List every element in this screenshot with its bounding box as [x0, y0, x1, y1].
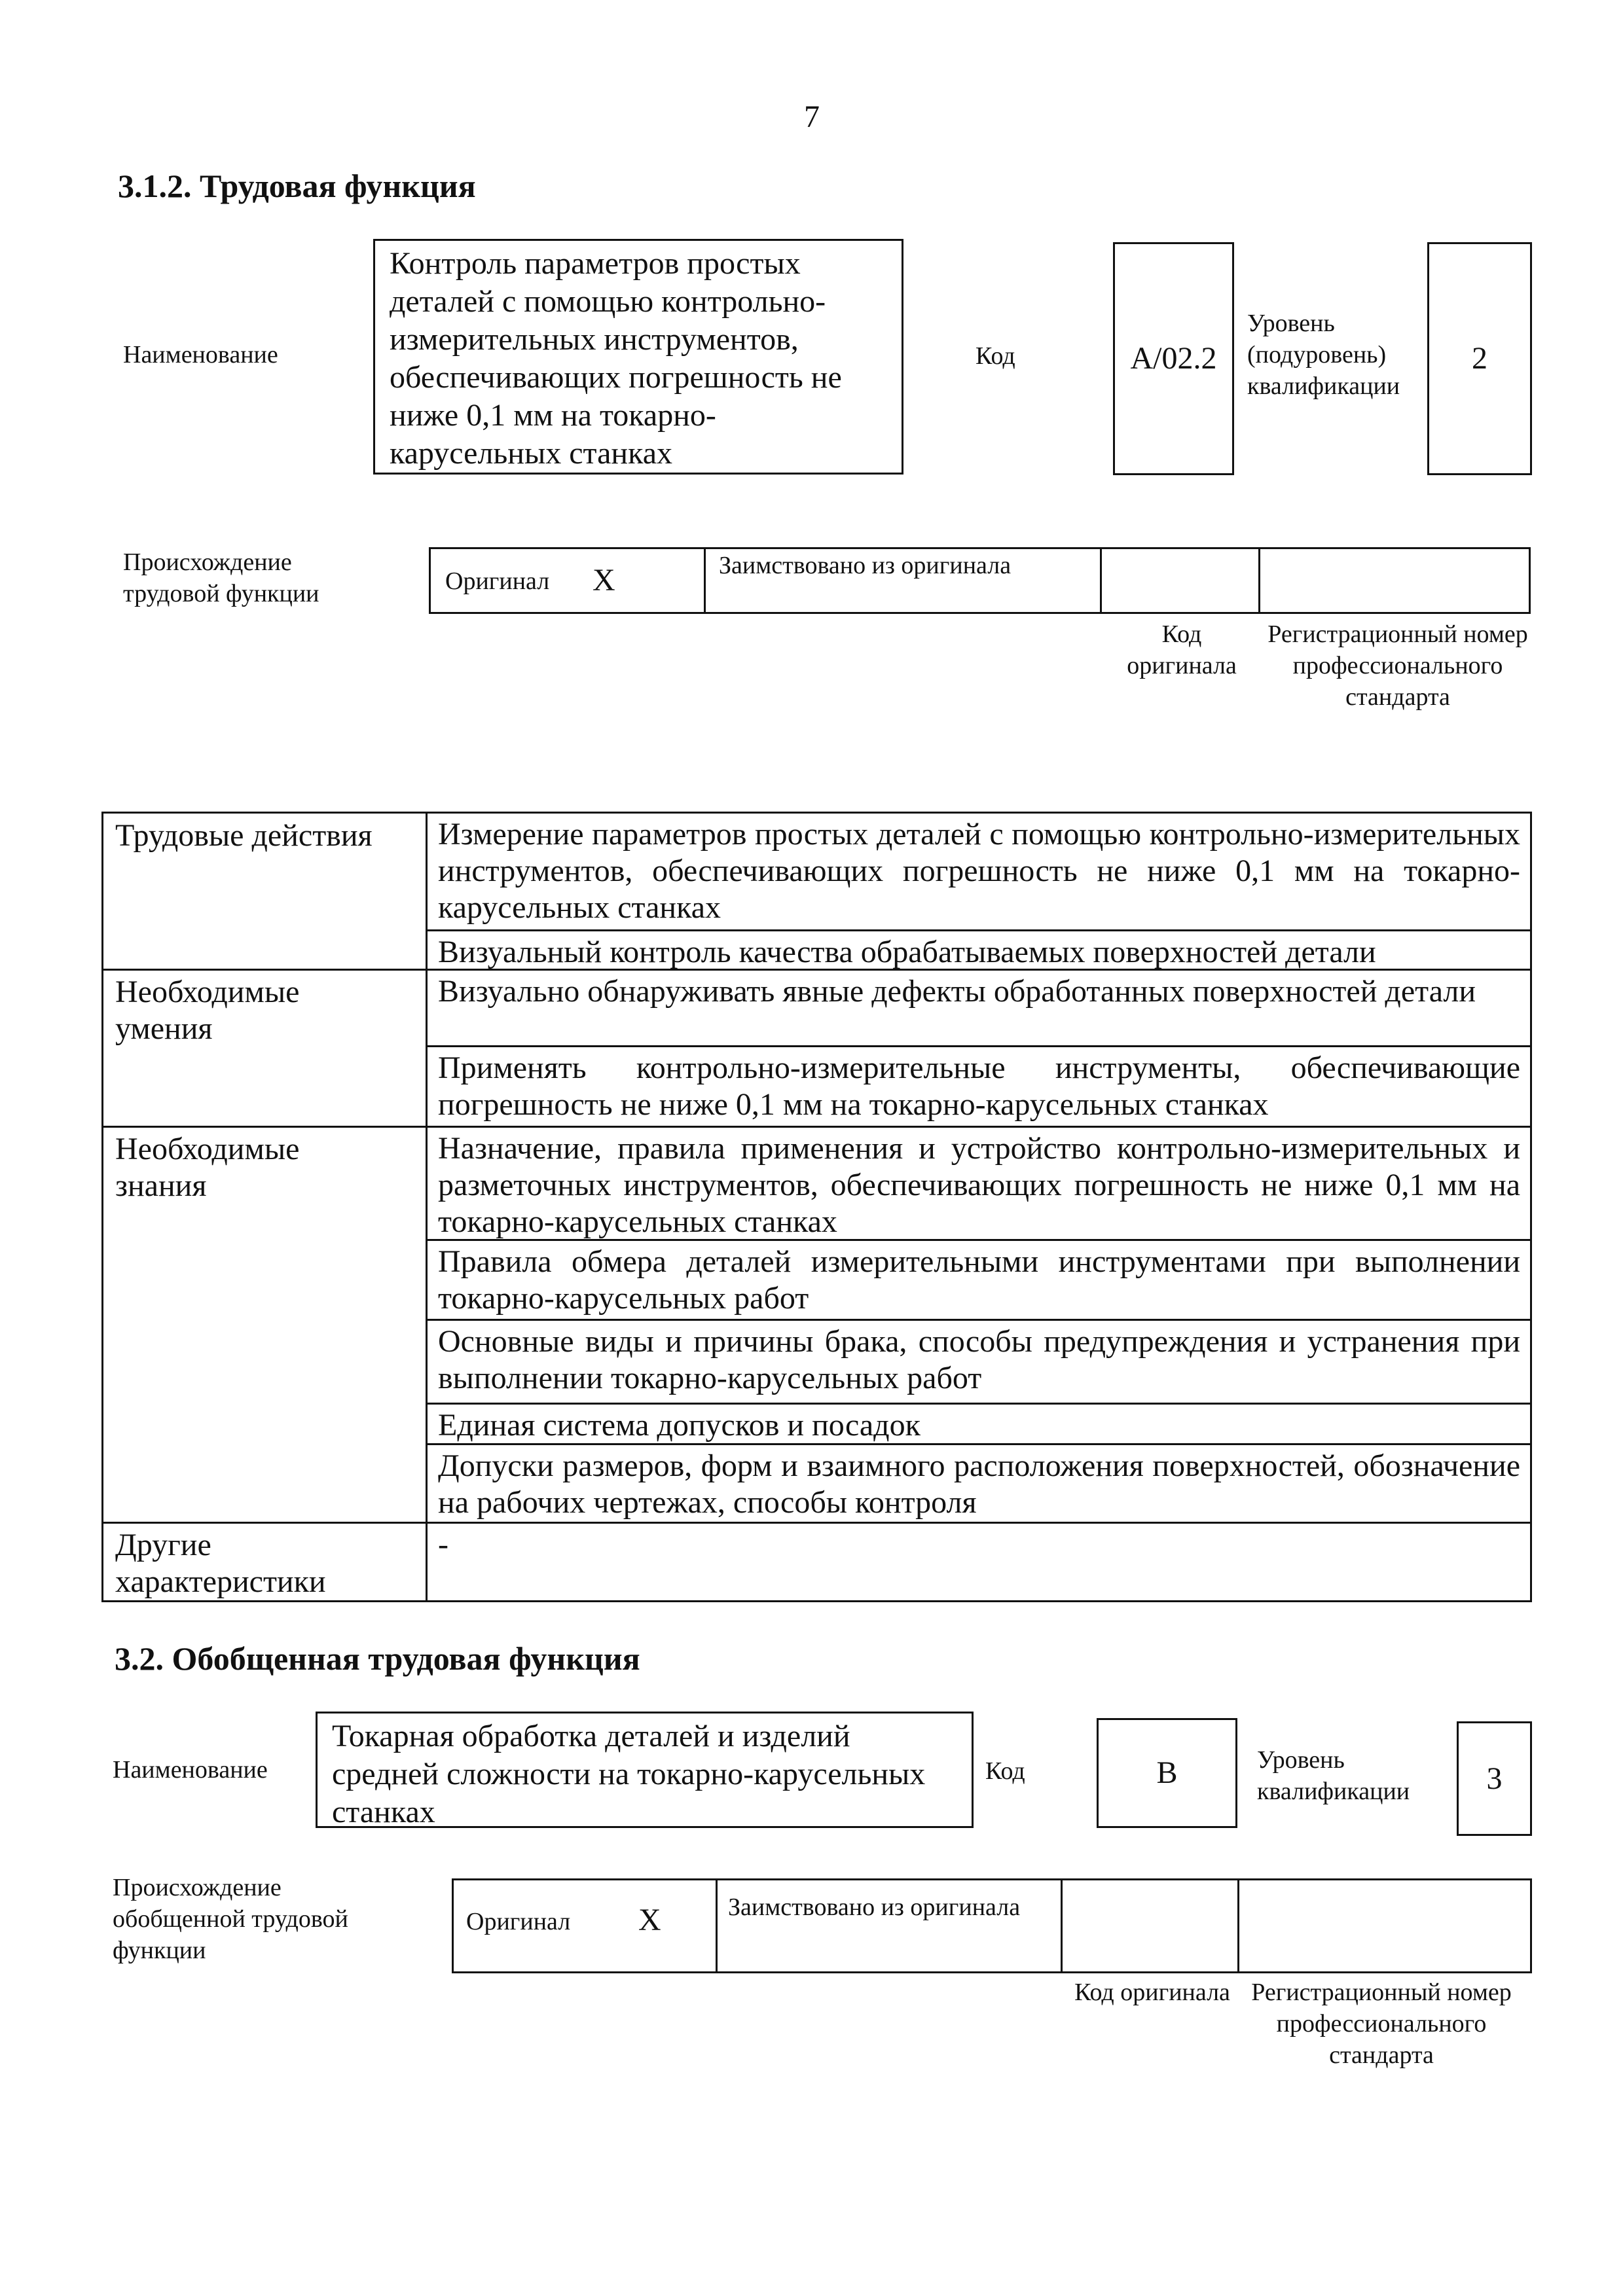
skills-label: Необходимые умения — [115, 975, 300, 1046]
name-label: Наименование — [113, 1756, 268, 1784]
knowledge-item: Основные виды и причины брака, способы предупреждения и устранения при выполнении токарно-карусельных работ — [438, 1324, 1520, 1395]
other-label: Другие характеристики — [115, 1528, 326, 1599]
labor-actions-label: Трудовые действия — [115, 818, 373, 853]
orig-code-caption: Код оригинала — [1127, 620, 1237, 679]
function-name-box — [373, 239, 903, 475]
skill-item: Визуально обнаруживать явные дефекты обработанных поверхностей детали — [438, 974, 1476, 1009]
original-mark: X — [638, 1903, 661, 1937]
generalized-function-name-box — [316, 1712, 974, 1828]
knowledge-item: Правила обмера деталей измерительными инструментами при выполнении токарно-карусельных работ — [438, 1244, 1520, 1316]
level-value: 2 — [1472, 341, 1487, 376]
knowledge-item: Допуски размеров, форм и взаимного расположения поверхностей, обозначение на рабочих чертежах, способы контроля — [438, 1448, 1520, 1520]
name-label: Наименование — [123, 341, 278, 368]
labor-action-item: Измерение параметров простых деталей с помощью контрольно-измерительных инструментов, обеспечивающих погрешность не ниже 0,1 мм на токарно-карусельных станках — [438, 817, 1520, 925]
level-label: Уровень (подуровень) квалификации — [1247, 310, 1400, 400]
code-value: А/02.2 — [1130, 341, 1217, 376]
origin-label: Происхождение обобщенной трудовой функции — [113, 1874, 348, 1964]
section-heading-3-2: 3.2. Обобщенная трудовая функция — [115, 1640, 640, 1677]
function-name-value: Контроль параметров простых деталей с помощью контрольно-измерительных инструментов, обеспечивающих погрешность не ниже 0,1 мм на токарно-карусельных станках — [390, 246, 842, 471]
other-value: - — [438, 1527, 448, 1562]
borrowed-label: Заимствовано из оригинала — [719, 552, 1012, 579]
page-number: 7 — [804, 99, 820, 134]
generalized-function-name-value: Токарная обработка деталей и изделий средней сложности на токарно-карусельных станках — [332, 1719, 926, 1829]
level-box — [1457, 1721, 1532, 1836]
original-label: Оригинал — [445, 567, 550, 595]
level-box — [1427, 242, 1532, 475]
code-label: Код — [976, 342, 1015, 370]
origin-label: Происхождение трудовой функции — [123, 548, 319, 607]
section-heading-3-1-2: 3.1.2. Трудовая функция — [118, 168, 476, 204]
skill-item: Применять контрольно-измерительные инструменты, обеспечивающие погрешность не ниже 0,1 мм на токарно-карусельных станках — [438, 1050, 1520, 1122]
level-value: 3 — [1486, 1761, 1503, 1796]
labor-action-item: Визуальный контроль качества обрабатываемых поверхностей детали — [438, 935, 1376, 969]
reg-number-caption: Регистрационный номер профессионального стандарта — [1267, 620, 1528, 711]
knowledge-item: Единая система допусков и посадок — [438, 1408, 921, 1443]
code-box — [1097, 1718, 1237, 1828]
orig-code-caption: Код оригинала — [1074, 1979, 1230, 2006]
knowledge-label: Необходимые знания — [115, 1132, 300, 1203]
knowledge-item: Назначение, правила применения и устройство контрольно-измерительных и разметочных инструментов, обеспечивающих погрешность не ниже 0,1 мм на токарно-карусельных станках — [438, 1131, 1520, 1239]
original-label: Оригинал — [466, 1908, 571, 1935]
reg-number-caption: Регистрационный номер профессионального стандарта — [1251, 1979, 1512, 2069]
borrowed-label: Заимствовано из оригинала — [728, 1893, 1021, 1921]
level-label: Уровень квалификации — [1257, 1746, 1410, 1805]
code-value: В — [1156, 1755, 1178, 1790]
code-box — [1113, 242, 1234, 475]
original-mark: X — [593, 563, 615, 598]
code-label: Код — [985, 1757, 1025, 1785]
